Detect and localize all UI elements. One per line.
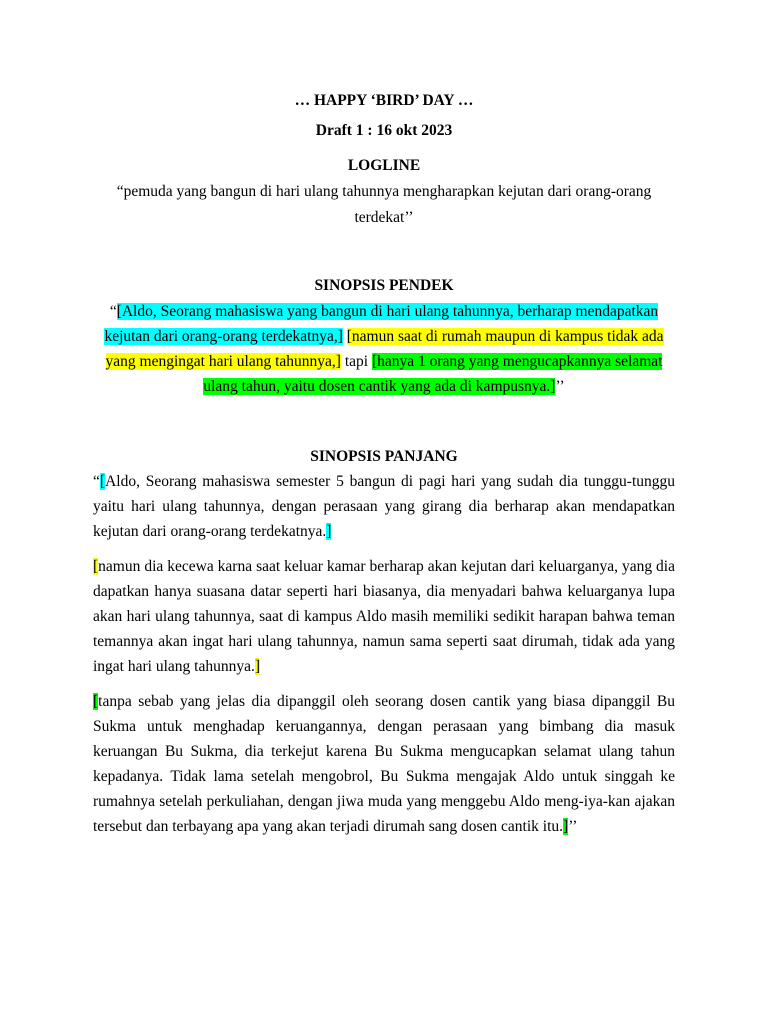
close-quote: ’’ xyxy=(555,378,565,395)
paragraph-1-line-3 xyxy=(93,519,675,544)
open-quote: “ xyxy=(109,303,117,320)
sinopsis-pendek-line-3 xyxy=(93,349,675,374)
highlight-cyan-segment: [Aldo, Seorang mahasiswa yang bangun di hari ulang tahunnya, berharap mendapatkan xyxy=(116,303,659,320)
sinopsis-panjang-heading: SINOPSIS PANJANG xyxy=(310,448,458,465)
paragraph-text: kejutan dari orang-orang terdekatnya. xyxy=(93,523,327,540)
highlight-cyan-segment: kejutan dari orang-orang terdekatnya,] xyxy=(104,328,343,345)
highlight-cyan-bracket: ] xyxy=(326,523,332,540)
highlight-green-segment: [hanya 1 orang yang mengucapkannya selamat xyxy=(371,353,663,370)
highlight-green-segment: ulang tahun, yaitu dosen cantik yang ada di kampusnya.] xyxy=(203,378,556,395)
highlight-yellow-segment: yang mengingat hari ulang tahunnya,] xyxy=(105,353,341,370)
highlight-cyan-bracket: [ xyxy=(99,473,106,490)
paragraph-3-line-3: keruangan Bu Sukma, dia terkejut karena Bu Sukma mengucapkan selamat ulang tahun xyxy=(93,743,675,760)
paragraph-2-line-1 xyxy=(93,554,675,579)
paragraph-text: tanpa sebab yang jelas dia dipanggil oleh seorang dosen cantik yang biasa dipanggil Bu xyxy=(98,693,675,710)
sinopsis-pendek-line-4 xyxy=(93,374,675,399)
close-quote: ’’ xyxy=(568,818,578,835)
paragraph-2-line-2: dapatkan hanya suasana datar seperti hari biasanya, dia menyadari bahwa keluarganya lupa xyxy=(93,583,675,600)
open-quote: “ xyxy=(93,473,100,490)
paragraph-text: tersebut dan terbayang apa yang akan terjadi dirumah sang dosen cantik itu. xyxy=(93,818,564,835)
sinopsis-pendek-line-2 xyxy=(93,324,675,349)
logline-heading: LOGLINE xyxy=(347,157,421,174)
logline-text-line-2: terdekat’’ xyxy=(354,209,414,226)
highlight-yellow-bracket: ] xyxy=(254,658,261,675)
logline-text-line-1: “pemuda yang bangun di hari ulang tahunnya mengharapkan kejutan dari orang-orang xyxy=(116,183,652,200)
paragraph-2-line-5 xyxy=(93,654,675,679)
highlight-yellow-segment: [namun saat di rumah maupun di kampus tidak ada xyxy=(346,328,664,345)
sinopsis-pendek-line-1 xyxy=(93,299,675,324)
highlight-green-bracket: ] xyxy=(563,818,569,835)
paragraph-3-line-2: Sukma untuk menghadap keruangannya, dengan perasaan yang bimbang dia masuk xyxy=(93,718,675,735)
highlight-green-bracket: [ xyxy=(93,693,99,710)
paragraph-text: namun dia kecewa karna saat keluar kamar berharap akan kejutan dari keluarganya, yang dia xyxy=(98,558,675,575)
paragraph-text: Aldo, Seorang mahasiswa semester 5 bangun di pagi hari yang sudah dia tunggu-tunggu xyxy=(105,473,675,490)
paragraph-2-line-3: akan hari ulang tahunnya, saat di kampus Aldo masih memiliki sedikit harapan bahwa teman xyxy=(93,608,675,625)
paragraph-3-line-1 xyxy=(93,689,675,714)
document-title: … HAPPY ‘BIRD’ DAY … xyxy=(294,92,474,109)
plain-text-tapi: tapi xyxy=(340,353,372,370)
paragraph-1-line-2: yaitu hari ulang tahunnya, dengan perasaan yang girang dia berharap akan mendapatkan xyxy=(93,498,675,515)
paragraph-3-line-4: kepadanya. Tidak lama setelah mengobrol, Bu Sukma mengajak Aldo untuk singgah ke xyxy=(93,768,675,785)
sinopsis-pendek-heading: SINOPSIS PENDEK xyxy=(314,277,454,294)
highlight-yellow-bracket: [ xyxy=(93,558,99,575)
paragraph-2-line-4: temannya akan ingat hari ulang tahunnya, namun sama seperti saat dirumah, tidak ada yang xyxy=(93,633,675,650)
paragraph-text: ingat hari ulang tahunnya. xyxy=(93,658,255,675)
paragraph-3-line-6 xyxy=(93,814,675,839)
paragraph-1-line-1 xyxy=(93,469,675,494)
draft-line: Draft 1 : 16 okt 2023 xyxy=(315,122,453,139)
paragraph-3-line-5: rumahnya setelah perkuliahan, dengan jiwa muda yang menggebu Aldo meng-iya-kan ajakan xyxy=(93,793,675,810)
